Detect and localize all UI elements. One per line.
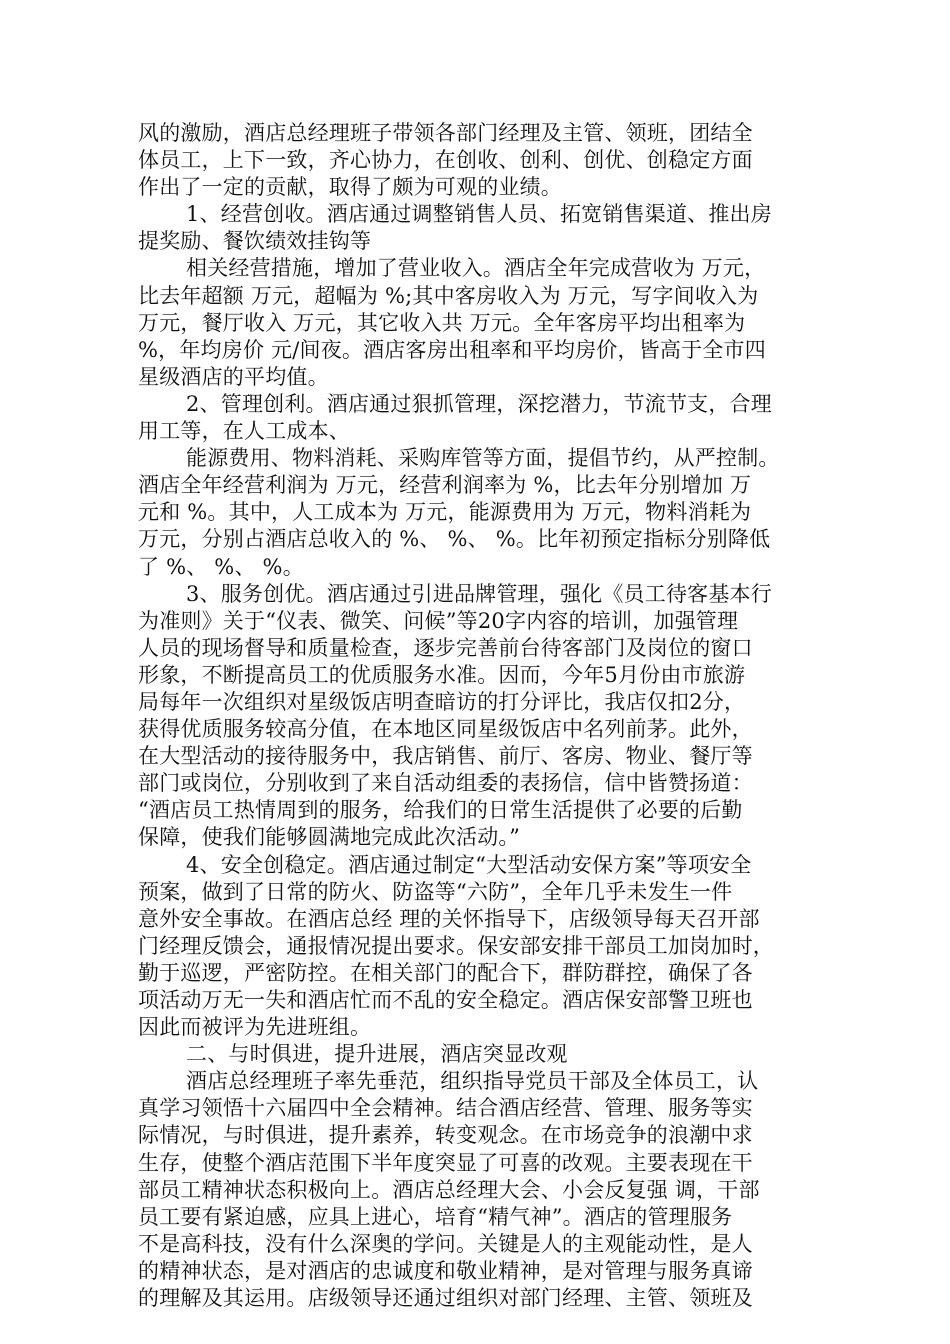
text-line: 门经理反馈会，通报情况提出要求。保安部安排干部员工加岗加时， — [138, 933, 774, 958]
text-line: 酒店全年经营利润为 万元，经营利润率为 %，比去年分别增加 万 — [138, 473, 752, 498]
text-line: 形象，不断提高员工的优质服务水准。因而，今年5月份由市旅游 — [138, 662, 746, 687]
text-line: %，年均房价 元/间夜。酒店客房出租率和平均房价，皆高于全市四 — [138, 337, 766, 362]
text-line: 勤于巡逻，严密防控。在相关部门的配合下，群防群控，确保了各 — [138, 960, 753, 985]
text-line: 生存，使整个酒店范围下半年度突显了可喜的改观。主要表现在干 — [138, 1150, 753, 1175]
text-line: 获得优质服务较高分值，在本地区同星级饭店中名列前茅。此外， — [138, 717, 753, 742]
text-line: 体员工，上下一致，齐心协力，在创收、创利、创优、创稳定方面 — [138, 148, 753, 173]
text-line: 酒店总经理班子率先垂范，组织指导党员干部及全体员工，认 — [186, 1069, 759, 1094]
text-line: 员工要有紧迫感，应具上进心，培育“精气神”。酒店的管理服务 — [138, 1204, 733, 1229]
text-line: 意外安全事故。在酒店总经 理的关怀指导下，店级领导每天召开部 — [138, 906, 760, 931]
text-line: 的精神状态，是对酒店的忠诚度和敬业精神，是对管理与服务真谛 — [138, 1258, 753, 1283]
text-line: 二、与时俱进，提升进展，酒店突显改观 — [186, 1042, 568, 1067]
text-line: 3、服务创优。酒店通过引进品牌管理，强化《员工待客基本行 — [186, 581, 772, 606]
text-line: 星级酒店的平均值。 — [138, 364, 329, 389]
text-line: 万元，分别占酒店总收入的 %、 %、 %。比年初预定指标分别降低 — [138, 527, 771, 552]
text-line: 在大型活动的接待服务中，我店销售、前厅、客房、物业、餐厅等 — [138, 744, 753, 769]
text-line: 局每年一次组织对星级饭店明查暗访的打分评比，我店仅扣2分， — [138, 689, 746, 714]
text-line: 人员的现场督导和质量检查，逐步完善前台待客部门及岗位的窗口 — [138, 635, 753, 660]
text-line: 不是高科技，没有什么深奥的学问。关键是人的主观能动性，是人 — [138, 1231, 753, 1256]
text-line: 1、经营创收。酒店通过调整销售人员、拓宽销售渠道、推出房 — [186, 202, 772, 227]
text-line: 比去年超额 万元，超幅为 %;其中客房收入为 万元，写字间收入为 — [138, 283, 759, 308]
text-line: 4、安全创稳定。酒店通过制定“大型活动安保方案”等项安全 — [186, 852, 752, 877]
text-line: 真学习领悟十六届四中全会精神。结合酒店经营、管理、服务等实 — [138, 1096, 753, 1121]
text-line: 风的激励，酒店总经理班子带领各部门经理及主管、领班，团结全 — [138, 121, 753, 145]
text-line: 用工等，在人工成本、 — [138, 419, 350, 444]
document-body-text — [138, 120, 818, 1312]
text-line: 作出了一定的贡献，取得了颇为可观的业绩。 — [138, 175, 562, 200]
text-line: 了 %、 %、 %。 — [138, 554, 304, 579]
text-line: 相关经营措施，增加了营业收入。酒店全年完成营收为 万元， — [186, 256, 766, 281]
text-line: 2、管理创利。酒店通过狠抓管理，深挖潜力，节流节支，合理 — [186, 391, 772, 416]
text-line: 保障，使我们能够圆满地完成此次活动。” — [138, 825, 521, 850]
text-line: 为准则》关于“仪表、微笑、问候”等20字内容的培训，加强管理 — [138, 608, 739, 633]
text-line: 提奖励、餐饮绩效挂钩等 — [138, 229, 372, 254]
text-line: 部门或岗位，分别收到了来自活动组委的表扬信，信中皆赞扬道： — [138, 771, 753, 796]
text-line: 预案，做到了日常的防火、防盗等“六防”，全年几乎未发生一件 — [138, 879, 733, 904]
text-line: 因此而被评为先进班组。 — [138, 1015, 372, 1040]
text-line: 万元，餐厅收入 万元，其它收入共 万元。全年客房平均出租率为 — [138, 310, 746, 335]
text-line: 际情况，与时俱进，提升素养，转变观念。在市场竞争的浪潮中求 — [138, 1123, 753, 1148]
text-line: 的理解及其运用。店级领导还通过组织对部门经理、主管、领班及 — [138, 1286, 753, 1311]
text-line: 部员工精神状态积极向上。酒店总经理大会、小会反复强 调，干部 — [138, 1177, 760, 1202]
text-line: 元和 %。其中，人工成本为 万元，能源费用为 万元，物料消耗为 — [138, 500, 752, 525]
text-line: 项活动万无一失和酒店忙而不乱的安全稳定。酒店保安部警卫班也 — [138, 988, 753, 1012]
text-line: “酒店员工热情周到的服务，给我们的日常生活提供了必要的后勤 — [138, 798, 743, 823]
text-line: 能源费用、物料消耗、采购库管等方面，提倡节约，从严控制。 — [186, 446, 780, 471]
